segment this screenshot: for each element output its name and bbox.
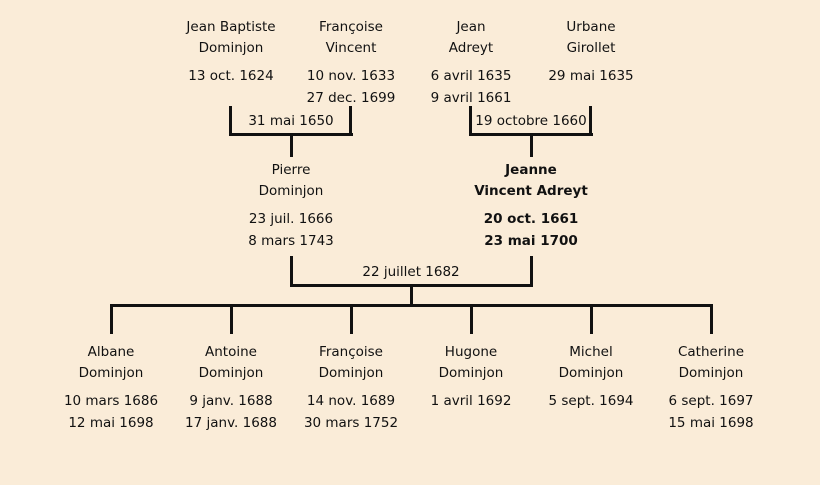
date-line: 23 juil. 1666 [248,211,334,227]
date-line: 9 janv. 1688 [189,393,273,409]
person-name-line: Dominjon [198,40,264,56]
person-name-line: Michel [569,344,613,360]
person-name-line: Jean Baptiste [186,19,276,35]
person-name-line: Françoise [319,344,383,360]
person-dates [456,208,606,252]
date-line: 10 nov. 1633 [306,68,396,84]
person-name-line: Dominjon [78,365,144,381]
date-line: 29 mai 1635 [548,68,634,84]
date-line: 17 janv. 1688 [185,415,277,431]
person-name-line: Dominjon [258,183,324,199]
date-line: 1 avril 1692 [430,393,512,409]
child-drop-line [230,304,233,334]
person-name-line: Dominjon [438,365,504,381]
child-drop-line [470,304,473,334]
person-jeanne-vincent-adreyt[interactable] [456,160,606,252]
date-line: 27 dec. 1699 [306,90,396,106]
child-drop-line [350,304,353,334]
date-line: 23 mai 1700 [484,233,578,249]
person-dates [216,208,366,252]
child-drop-line [590,304,593,334]
person-name-line: Dominjon [558,365,624,381]
person-name-line: Françoise [319,19,383,35]
person-name [636,342,786,384]
date-line: 6 sept. 1697 [668,393,754,409]
person-pierre-dominjon[interactable] [216,160,366,252]
person-name-line: Dominjon [318,365,384,381]
date-line: 10 mars 1686 [63,393,159,409]
date-line: 30 mars 1752 [303,415,399,431]
person-name-line: Catherine [677,344,745,360]
person-name-line: Urbane [566,19,616,35]
marriage-date-label: 31 mai 1650 [248,113,334,129]
date-line: 5 sept. 1694 [548,393,634,409]
person-name [456,160,606,202]
child-drop-line [110,304,113,334]
marriage-date-label: 22 juillet 1682 [362,264,460,280]
person-name-line: Vincent [325,40,377,56]
person-dates [516,65,666,87]
date-line: 15 mai 1698 [668,415,754,431]
date-line: 20 oct. 1661 [483,211,579,227]
person-name-line: Albane [87,344,135,360]
child-drop-line [710,304,713,334]
descent-line [530,136,533,157]
person-name [516,17,666,59]
person-name-line: Girollet [566,40,616,56]
date-line: 12 mai 1698 [68,415,154,431]
person-name-line: Jean [456,19,486,35]
date-line: 9 avril 1661 [430,90,512,106]
descent-line [410,287,413,305]
date-line: 6 avril 1635 [430,68,512,84]
person-dates [636,390,786,434]
person-name-line: Hugone [444,344,498,360]
person-name-line: Jeanne [505,162,557,178]
person-name [216,160,366,202]
person-name-line: Pierre [271,162,311,178]
person-urbane-girollet[interactable] [516,17,666,87]
person-name-line: Antoine [205,344,257,360]
descent-line [290,136,293,157]
sibling-rail-line [110,304,713,307]
person-name-line: Dominjon [678,365,744,381]
date-line: 13 oct. 1624 [188,68,274,84]
marriage-date-label: 19 octobre 1660 [475,113,587,129]
date-line: 8 mars 1743 [248,233,334,249]
person-name-line: Dominjon [198,365,264,381]
person-name-line: Adreyt [448,40,494,56]
date-line: 14 nov. 1689 [306,393,396,409]
person-name-line: Vincent Adreyt [474,183,588,199]
person-catherine-dominjon[interactable] [636,342,786,434]
